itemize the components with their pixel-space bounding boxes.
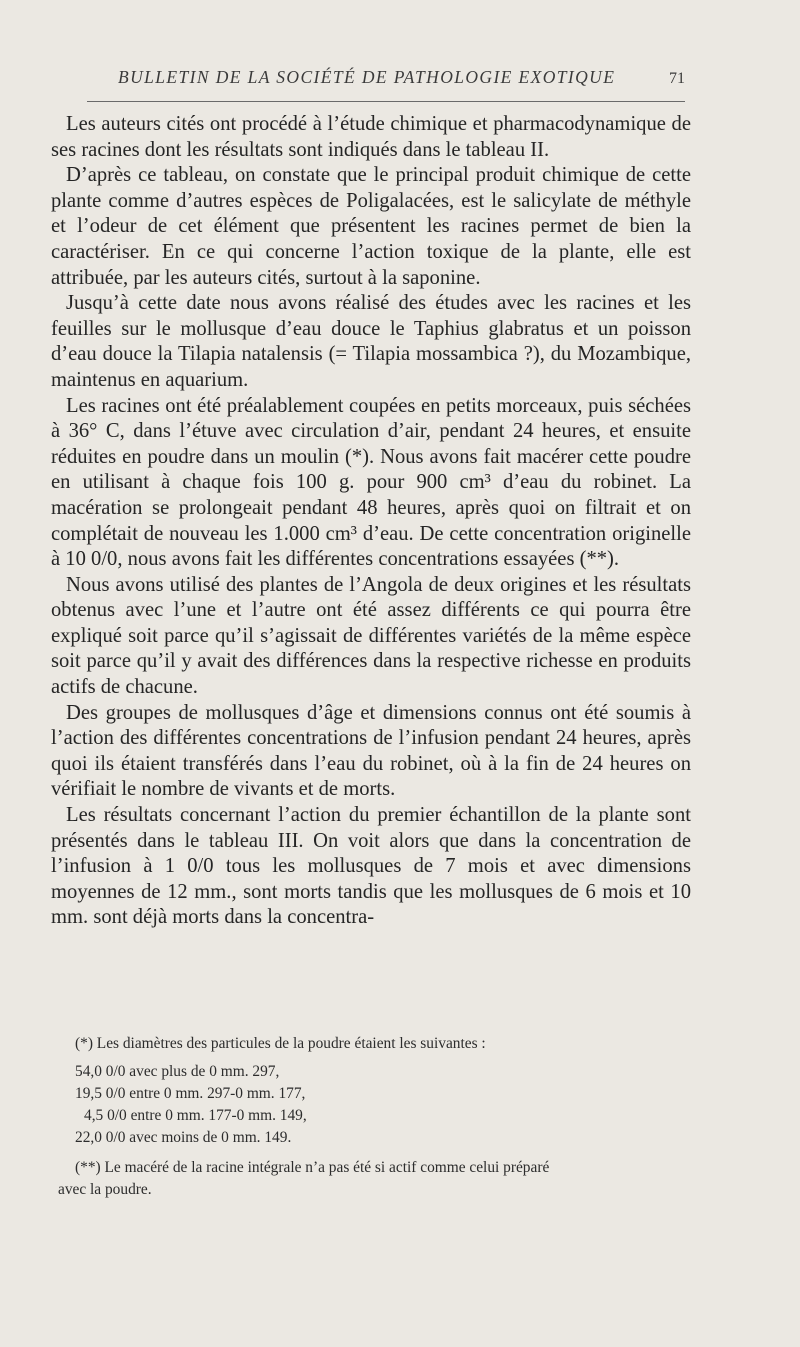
paragraph-2: D’après ce tableau, on constate que le principal produit chimique de cette plante comme d’autres espèces de Poligalacées, est le salicylate de méthyle et l’odeur de cet élément que présentent les racines permet de bien la caractériser. En ce qui concerne l’action toxique de la plante, elle est attribuée, par les auteurs cités, surtout à la saponine. [51, 164, 691, 289]
footnote-2-continuation: avec la poudre. [58, 1181, 152, 1198]
page-number: 71 [669, 70, 685, 87]
paragraph-6: Des groupes de mollusques d’âge et dimensions connus ont été soumis à l’action des différentes concentrations de l’infusion pendant 24 heures, après quoi ils étaient transférés dans l’eau du robinet, où à la fin de 24 heures on vérifiait le nombre de vivants et de morts. [51, 701, 691, 801]
footnote-1-intro: (*) Les diamètres des particules de la poudre étaient les suivantes : [75, 1035, 486, 1052]
body-text [51, 112, 691, 931]
paragraph-7: Les résultats concernant l’action du premier échantillon de la plante sont présentés dans le tableau III. On voit alors que dans la concentration de l’infusion à 1 0/0 tous les mollusques de 7 mois et avec dimensions moyennes de 12 mm., sont morts tandis que les mollusques de 6 mois et 10 mm. sont déjà morts dans la concentra- [51, 804, 691, 929]
header-rule [87, 101, 685, 102]
footnotes [58, 1033, 699, 1201]
footnote-1-item: 4,5 0/0 entre 0 mm. 177-0 mm. 149, [84, 1107, 307, 1124]
footnote-1-item: 19,5 0/0 entre 0 mm. 297-0 mm. 177, [75, 1085, 306, 1102]
footnote-1-item: 22,0 0/0 avec moins de 0 mm. 149. [75, 1129, 292, 1146]
paragraph-3: Jusqu’à cette date nous avons réalisé des études avec les racines et les feuilles sur le mollusque d’eau douce le Taphius glabratus et un poisson d’eau douce la Tilapia natalensis (= Tilapia mossambica ?), du Mozambique, maintenus en aquarium. [51, 292, 691, 391]
paragraph-4: Les racines ont été préalablement coupées en petits morceaux, puis séchées à 36° C, dans l’étuve avec circulation d’air, pendant 24 heures, et ensuite réduites en poudre dans un moulin (*). Nous avons fait macérer cette poudre en utilisant à chaque fois 100 g. pour 900 cm³ d’eau du robinet. La macération se prolongeait pendant 48 heures, après quoi on filtrait et on complétait de nouveau les 1.000 cm³ d’eau. De cette concentration originelle à 10 0/0, nous avons fait les différentes concentrations essayées (**). [51, 394, 691, 571]
footnote-2-line: (**) Le macéré de la racine intégrale n’a pas été si actif comme celui préparé [75, 1159, 550, 1176]
footnote-1-item: 54,0 0/0 avec plus de 0 mm. 297, [75, 1063, 280, 1080]
running-title: BULLETIN DE LA SOCIÉTÉ DE PATHOLOGIE EXOTIQUE [118, 67, 616, 87]
paragraph-5: Nous avons utilisé des plantes de l’Angola de deux origines et les résultats obtenus avec l’une et l’autre ont été assez différents ce qui pourra être expliqué soit parce qu’il s’agissait de différentes variétés de la même espèce soit parce qu’il y avait des différences dans la respective richesse en produits actifs de chacune. [51, 573, 691, 699]
paragraph-1: Les auteurs cités ont procédé à l’étude chimique et pharmacodynamique de ses racines dont les résultats sont indiqués dans le tableau II. [51, 113, 691, 161]
